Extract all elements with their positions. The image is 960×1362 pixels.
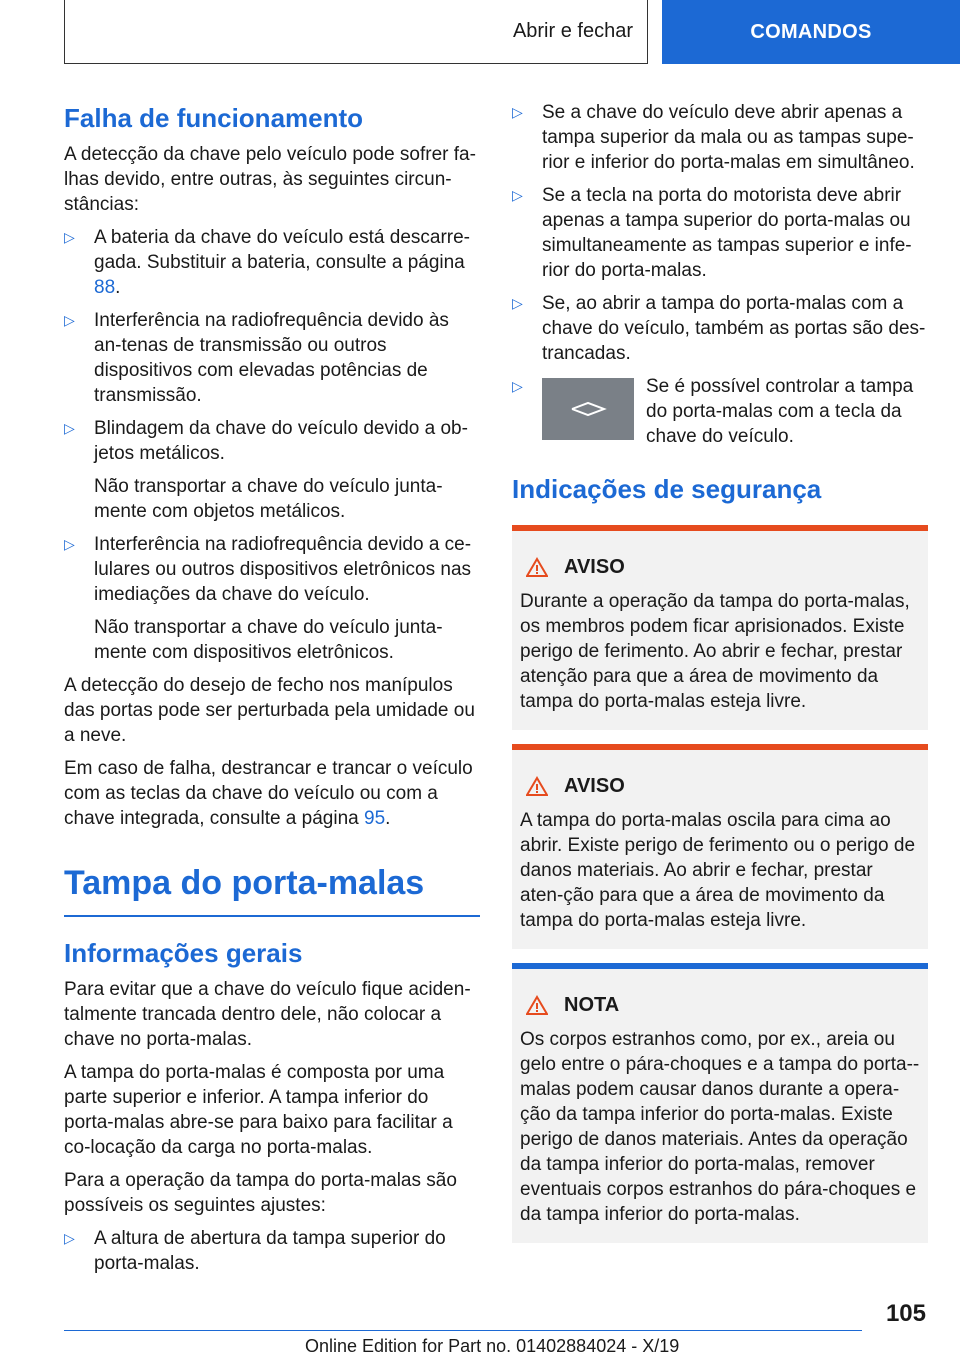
list-item bbox=[512, 291, 928, 366]
warning-text: Durante a operação da tampa do porta-malas, os membros podem ficar aprisionados. Existe perigo de ferimento. Ao abrir e fechar, prestar atenção para que a área de movimento da tampa do porta-malas esteja livre. bbox=[520, 591, 910, 712]
header-section-title: Abrir e fechar bbox=[512, 20, 633, 42]
list-item-note: Não transportar a chave do veículo junta-mente com objetos metálicos. bbox=[94, 476, 443, 522]
list-item bbox=[64, 416, 480, 466]
triangle-bullet-icon: ▷ bbox=[64, 1230, 75, 1246]
list-item bbox=[512, 374, 928, 449]
heading-trunk-lid: Tampa do porta-malas bbox=[64, 864, 425, 902]
footer-divider bbox=[64, 1330, 862, 1331]
page-number: 105 bbox=[885, 1300, 926, 1327]
warning-title: AVISO bbox=[564, 775, 625, 797]
triangle-bullet-icon: ▷ bbox=[64, 536, 75, 552]
warning-box bbox=[512, 744, 928, 949]
list-item-note: Não transportar a chave do veículo junta-mente com dispositivos eletrônicos. bbox=[94, 617, 443, 663]
warning-title: AVISO bbox=[564, 556, 625, 578]
paragraph: A detecção da chave pelo veículo pode sofrer fa-lhas devido, entre outras, às seguintes circun-stâncias: bbox=[64, 144, 476, 215]
list-item-text: Se, ao abrir a tampa do porta-malas com a chave do veículo, também as portas são des-trancadas. bbox=[542, 293, 926, 364]
heading-general-info: Informações gerais bbox=[64, 938, 303, 968]
list-item-text: Interferência na radiofrequência devido a ce-lulares ou outros dispositivos eletrônicos nas imediações da chave do veículo. bbox=[94, 534, 472, 605]
paragraph: Em caso de falha, destrancar e trancar o veículo com as teclas da chave do veículo ou com a chave integrada, consulte a página 95. bbox=[64, 758, 473, 829]
list-item-text: Interferência na radiofrequência devido às an-tenas de transmissão ou outros dispositivos com elevadas potências de transmissão. bbox=[94, 310, 449, 406]
triangle-bullet-icon: ▷ bbox=[512, 378, 523, 394]
note-text: Os corpos estranhos como, por ex., areia ou gelo entre o pára-choques e a tampa do porta--malas podem causar danos durante a opera-ção da tampa inferior do porta-malas. Existe perigo de danos materiais. Antes da operação da tampa inferior do porta-malas, remover eventuais corpos estranhos do pára-choques e da tampa inferior do porta-malas. bbox=[520, 1029, 920, 1225]
triangle-bullet-icon: ▷ bbox=[64, 312, 75, 328]
header-chapter-title: COMANDOS bbox=[750, 20, 872, 43]
right-column bbox=[512, 100, 928, 1257]
paragraph: Para evitar que a chave do veículo fique aciden-talmente trancada dentro dele, não colocar a chave no porta-malas. bbox=[64, 979, 471, 1050]
list-item: ▷ A bateria da chave do veículo está descarre-gada. Substituir a bateria, consulte a página 88. bbox=[64, 227, 471, 298]
note-box bbox=[512, 963, 928, 1243]
list-item-text: Se a chave do veículo deve abrir apenas a tampa superior da mala ou as tampas supe-rior e inferior do porta-malas em simultâneo. bbox=[542, 102, 915, 173]
warning-triangle-icon bbox=[526, 557, 548, 577]
list-item bbox=[64, 532, 480, 607]
list-item-text: Blindagem da chave do veículo devido a ob-jetos metálicos. bbox=[94, 418, 468, 464]
triangle-bullet-icon: ▷ bbox=[64, 229, 75, 245]
header-section bbox=[64, 0, 648, 64]
paragraph: A detecção do desejo de fecho nos manípulos das portas pode ser perturbada pela umidade ou a neve. bbox=[64, 675, 475, 746]
heading-malfunction: Falha de funcionamento bbox=[64, 103, 364, 133]
edition-text: Online Edition for Part no. 01402884024 - X/19 bbox=[305, 1336, 680, 1356]
list-item bbox=[512, 100, 928, 175]
heading-safety: Indicações de segurança bbox=[512, 474, 822, 504]
list-item bbox=[512, 183, 928, 283]
header-chapter-tab[interactable] bbox=[662, 0, 960, 64]
list-item bbox=[64, 1226, 480, 1276]
warning-triangle-icon bbox=[526, 995, 548, 1015]
warning-text: A tampa do porta-malas oscila para cima ao abrir. Existe perigo de ferimento ou o perigo de danos materiais. Ao abrir e fechar, prestar aten-ção para que a área de movimento da tampa do porta-malas esteja livre. bbox=[520, 810, 916, 931]
page-link[interactable]: 88 bbox=[94, 277, 116, 298]
left-column bbox=[64, 100, 480, 1284]
paragraph: Para a operação da tampa do porta-malas são possíveis os seguintes ajustes: bbox=[64, 1170, 457, 1216]
triangle-bullet-icon: ▷ bbox=[512, 295, 523, 311]
triangle-bullet-icon: ▷ bbox=[512, 187, 523, 203]
list-item-text: Se é possível controlar a tampa do porta-malas com a tecla da chave do veículo. bbox=[646, 376, 914, 447]
warning-triangle-icon bbox=[526, 776, 548, 796]
note-title: NOTA bbox=[564, 994, 620, 1016]
list-item-text: Se a tecla na porta do motorista deve abrir apenas a tampa superior do porta-malas ou simultaneamente as tampas superior e infe-rior do porta-malas. bbox=[542, 185, 912, 281]
list-item-text: A altura de abertura da tampa superior do porta-malas. bbox=[94, 1228, 446, 1274]
list-item-text: A bateria da chave do veículo está descarre-gada. Substituir a bateria, consulte a página bbox=[94, 227, 471, 273]
warning-box bbox=[512, 525, 928, 730]
page-link[interactable]: 95 bbox=[364, 808, 386, 829]
triangle-bullet-icon: ▷ bbox=[512, 104, 523, 120]
trunk-key-button-icon bbox=[542, 378, 634, 440]
paragraph: A tampa do porta-malas é composta por uma parte superior e inferior. A tampa inferior do porta-malas abre-se para baixo para facilitar a co-locação da carga no porta-malas. bbox=[64, 1062, 453, 1158]
heading-divider bbox=[64, 915, 480, 917]
triangle-bullet-icon: ▷ bbox=[64, 420, 75, 436]
list-item bbox=[64, 308, 480, 408]
